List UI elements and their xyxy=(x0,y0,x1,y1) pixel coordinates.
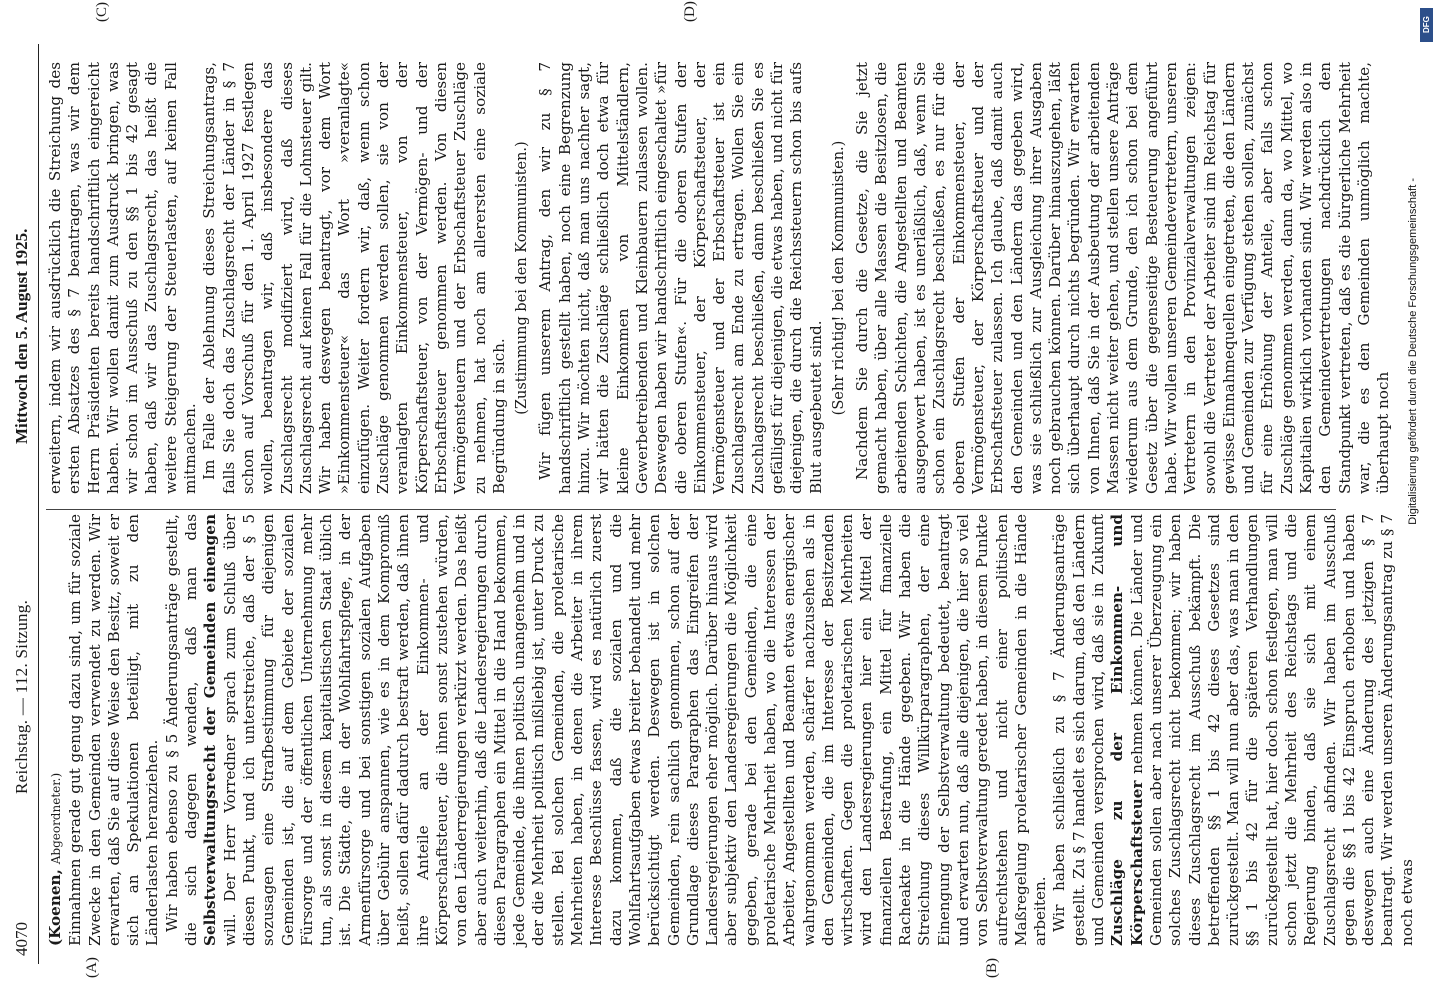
page-header xyxy=(8,44,39,964)
speaker-name: (Koenen, xyxy=(46,869,64,946)
text-run: Wir haben schließlich zu § 7 Änderungsanträge gestellt. Zu § 7 handelt es sich darum, daß den Ländern und Gemeinden versprochen wird, daß sie in Zukunft xyxy=(1050,514,1108,946)
margin-marker-a: (A) xyxy=(84,957,100,978)
left-column xyxy=(46,514,1416,946)
speaker-role: Abgeordneter.) xyxy=(49,772,63,865)
paragraph xyxy=(163,514,1051,946)
paragraph: Nachdem Sie durch die Gesetze, die Sie jetzt gemacht haben, über alle Massen die Besitzlosen, die arbeitenden Schichten, die Angestellten und Beamten ausgepowert haben, ist es unerläßlich, daß, wenn Sie schon ein Zuschlagsrecht beschließen, es nur für die oberen Stufen der Einkommensteuer, der Vermögensteuer, der Körperschaftsteuer und der Erbschaftsteuer zulassen. Ich glaube, daß damit auch den Gemeinden und den Ländern das gegeben wird, was sie schließlich zur Ausgleichung ihrer Ausgaben noch gebrauchen können. Darüber hinauszugehen, läßt sich überhaupt durch nichts begründen. Wir erwarten von Ihnen, daß Sie in der Ausbeutung der arbeitenden Massen nicht weiter gehen, und stellen unsere Anträge wiederum aus dem Grunde, den ich schon bei dem Gesetz über die gegenseitige Besteuerung angeführt habe. Wir wollen unseren Gemeindevertretern, unseren Vertretern in den Provinzialverwaltungen zeigen: sowohl die Vertreter der Arbeiter sind im Reichstag für gewisse Einnahmequellen eingetreten, die den Ländern und Gemeinden zur Verfügung stehen sollen, zunächst für eine Erhöhung der Anteile, aber falls schon Zuschläge genommen werden, dann da, wo Mittel, wo Kapitalien wirklich vorhanden sind. Wir werden also in den Gemeindevertretungen nachdrücklich den Standpunkt vertreten, daß es die bürgerliche Mehrheit war, die es den Gemeinden unmöglich machte, überhaupt noch xyxy=(853,62,1393,494)
margin-marker-c: (C) xyxy=(94,2,110,22)
right-column xyxy=(46,62,1393,494)
paragraph: Einnahmen gerade gut genug dazu sind, um für soziale Zwecke in den Gemeinden verwendet zu werden. Wir erwarten, daß Sie auf diese Weise den Besitz, soweit er sich an Spekulationen beteiligt, mit zu den Länderlasten heranziehen. xyxy=(66,514,162,946)
paragraph: Wir fügen unserem Antrag, den wir zu § 7 handschriftlich gestellt haben, noch eine Begrenzung hinzu. Wir möchten nicht, daß man uns nachher sagt, wir hätten die Zuschläge schließlich doch etwa für kleine Einkommen von Mittelständlern, Gewerbetreibenden und Kleinbauern zulassen wollen. Deswegen haben wir handschriftlich eingeschaltet »für die oberen Stufen«. Für die oberen Stufen der Einkommensteuer, der Körperschaftsteuer, der Vermögensteuer und der Erbschaftsteuer ist ein Zuschlagsrecht am Ende zu ertragen. Wollen Sie ein Zuschlagsrecht beschließen, dann beschließen Sie es gefälligst für diejenigen, die etwas haben, und nicht für diejenigen, die durch die Reichssteuern schon bis aufs Blut ausgebeutet sind. xyxy=(536,62,825,494)
emphasis-text: Selbstverwaltungsrecht der Gemeinden einengen xyxy=(201,514,220,946)
text-run: nehmen können. Die Länder und Gemeinden sollen aber nach unserer Überzeugung ein solches Zuschlagsrecht nicht bekommen; wir haben dieses Zuschlagsrecht im Ausschuß bekämpft. Die betreffenden §§ 1 bis 42 dieses Gesetzes sind zurückgestellt. Man will nun aber das, was man in den §§ 1 bis 42 für die späteren Verhandlungen zurückgestellt hat, hier doch schon festlegen, man will schon jetzt die Mehrheit des Reichstags und die Regierung binden, daß sie sich mit einem Zuschlagsrecht abfinden. Wir haben im Ausschuß gegen die §§ 1 bis 42 Einspruch erhoben und haben deswegen auch eine Änderung des jetzigen § 7 beantragt. Wir werden unseren Änderungsantrag zu § 7 noch etwas xyxy=(1127,514,1416,946)
column-divider xyxy=(46,509,1336,510)
paragraph: Im Falle der Ablehnung dieses Streichungsantrags, falls Sie doch das Zuschlagsrecht der Länder in § 7 schon auf Vorschuß für den 1. April 1927 festlegen wollen, beantragen wir, daß insbesondere das Zuschlagsrecht modifiziert wird, daß dieses Zuschlagsrecht auf keinen Fall für die Lohnsteuer gilt. Wir haben deswegen beantragt, vor dem Wort »Einkommensteuer« das Wort »veranlagte« einzufügen. Weiter fordern wir, daß, wenn schon Zuschläge genommen werden sollen, sie von der veranlagten Einkommensteuer, von der Körperschaftsteuer, von der Vermögen- und der Erbschaftsteuer genommen werden. Von diesen Vermögensteuern und der Erbschaftsteuer Zuschläge zu nehmen, hat noch am allerersten eine soziale Begründung in sich. xyxy=(200,62,508,494)
dfg-logo: DFG xyxy=(1420,8,1433,42)
session-title: Reichstag. — 112. Sitzung. xyxy=(12,599,31,794)
emphasis-text: Zuschläge zu der Einkommen- und Körperschaftsteuer xyxy=(1108,514,1146,946)
page-number: 4070 xyxy=(12,922,31,956)
digitization-note xyxy=(1404,8,1426,992)
interjection: (Sehr richtig! bei den Kommunisten.) xyxy=(830,140,847,416)
paragraph: erweitern, indem wir ausdrücklich die Streichung des ersten Absatzes des § 7 beantragen, was wir dem Herrn Präsidenten bereits handschriftlich eingereicht haben. Wir wollen damit zum Ausdruck bringen, was wir schon im Ausschuß zu den §§ 1 bis 42 gesagt haben, daß wir das Zuschlagsrecht, das heißt die weitere Steigerung der Steuerlasten, auf keinen Fall mitmachen. xyxy=(46,62,200,494)
text-run: will. Der Herr Vorredner sprach zum Schluß über diesen Punkt, und ich unterstreiche, daß der § 5 sozusagen eine Strafbestimmung für diejenigen Gemeinden ist, die auf dem Gebiete der sozialen Fürsorge und der öffentlichen Unternehmung mehr tun, als sonst in diesem kapitalistischen Staat üblich ist. Die Städte, die in der Wohlfahrtspflege, in der Armenfürsorge und bei sonstigen sozialen Aufgaben über Gebühr anspannen, wie es in dem Kompromiß heißt, sollen dafür dadurch bestraft werden, daß ihnen ihre Anteile an der Einkommen- und Körperschaftsteuer, die ihnen sonst zustehen würden, von den Länderregierungen verkürzt werden. Das heißt aber auch weiterhin, daß die Landesregierungen durch diesen Paragraphen ein Mittel in die Hand bekommen, jede Gemeinde, die ihnen politisch unangenehm und in der die Mehrheit politisch mißliebig ist, unter Druck zu stellen. Bei solchen Gemeinden, die proletarische Mehrheiten haben, in denen die Arbeiter in ihrem Interesse Beschlüsse fassen, wird es natürlich zuerst dazu kommen, daß die sozialen und die Wohlfahrtsaufgaben etwas breiter behandelt und mehr berücksichtigt werden. Deswegen ist in solchen Gemeinden, rein sachlich genommen, schon auf der Grundlage dieses Paragraphen das Eingreifen der Landesregierungen eher möglich. Darüber hinaus wird aber subjektiv den Landesregierungen die Möglichkeit gegeben, gerade bei den Gemeinden, die eine proletarische Mehrheit haben, wo die Interessen der Arbeiter, Angestellten und Beamten etwas energischer wahrgenommen werden, schärfer nachzusehen als in den Gemeinden, die im Interesse der Besitzenden wirtschaften. Gegen die proletarischen Mehrheiten wird den Landesregierungen hier ein Mittel der finanziellen Bestrafung, ein Mittel für finanzielle Racheakte in die Hände gegeben. Wir haben die Streichung dieses Willkürparagraphen, der eine Einengung der Selbstverwaltung bedeutet, beantragt und erwarten nun, daß alle diejenigen, die hier so viel von Selbstverwaltung geredet haben, in diesem Punkte aufrechtstehen und nicht einer politischen Maßregelung proletarischer Gemeinden in die Hände arbeiten. xyxy=(220,514,1050,946)
speaker-line xyxy=(46,514,66,946)
interjection: (Zustimmung bei den Kommunisten.) xyxy=(514,141,531,415)
session-date: Mittwoch den 5. August 1925. xyxy=(12,228,31,444)
margin-marker-b: (B) xyxy=(984,958,1000,978)
paragraph xyxy=(1050,514,1417,946)
text-run: Wir haben ebenso zu § 5 Änderungsanträge gestellt, die sich dagegen wenden, daß man das xyxy=(162,514,201,946)
margin-marker-d: (D) xyxy=(682,1,698,22)
digitization-label: Digitalisierung gefördert durch die Deutsche Forschungsgemeinschaft - xyxy=(1407,178,1419,525)
